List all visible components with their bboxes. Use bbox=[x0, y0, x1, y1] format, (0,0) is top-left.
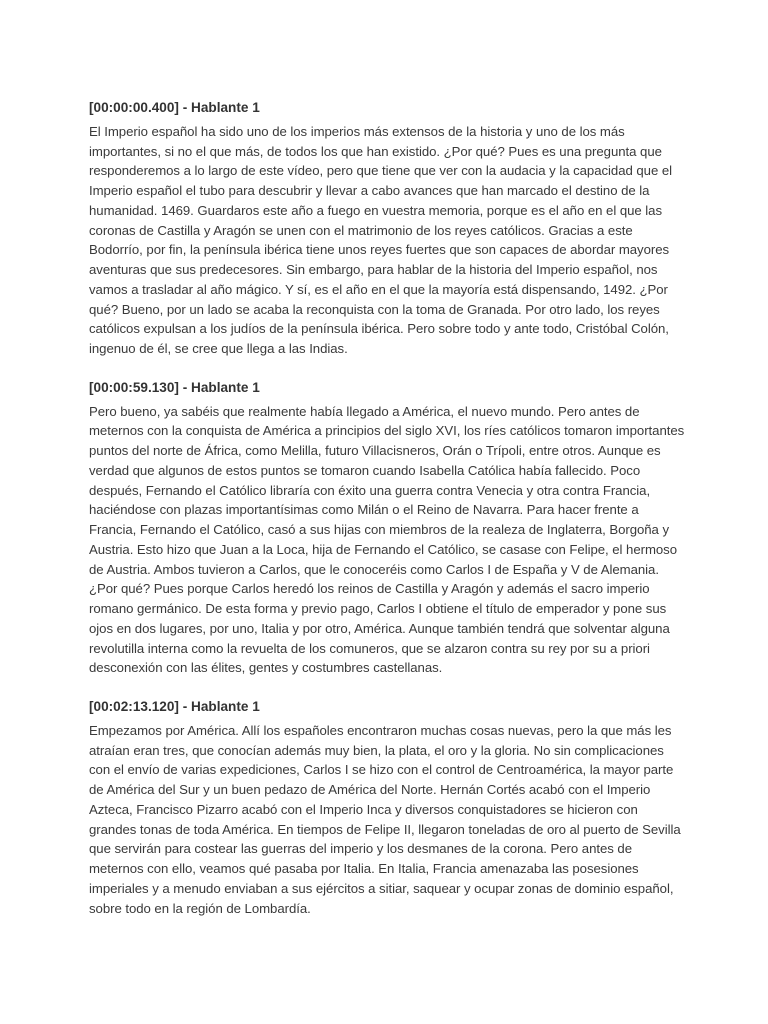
segment-separator: - bbox=[178, 100, 192, 115]
segment-separator: - bbox=[178, 379, 192, 395]
segment-text: Pero bueno, ya sabéis que realmente había llegado a América, el nuevo mundo. Pero antes de meternos con la conquista de América a principios del siglo XVI, los ríes católicos tomaron importantes puntos del norte de África, como Melilla, futuro Villacisneros, Orán o Trípoli, entre otros. Aunque es verdad que algunos de estos puntos se tomaron cuando Isabella Católica había fallecido. Poco después, Fernando el Católico libraría con éxito una guerra contra Venecia y otra contra Francia, haciéndose con plazas importantísimas como Milán o el Reino de Navarra. Para hacer frente a Francia, Fernando el Católico, casó a sus hijas con miembros de la realeza de Inglaterra, Borgoña y Austria. Esto hizo que Juan a la Loca, hija de Fernando el Católico, se casase con Felipe, el hermoso de Austria. Ambos tuvieron a Carlos, que le conoceréis como Carlos I de España y V de Alemania. ¿Por qué? Pues porque Carlos heredó los reinos de Castilla y Aragón y además el sacro imperio romano germánico. De esta forma y previo pago, Carlos I obtiene el título de emperador y pone sus ojos en dos lugares, por uno, Italia y por otro, América. Aunque también tendrá que solventar alguna revolutilla interna como la revuelta de los comuneros, que se alzaron contra su rey por su a priori desconexión con las élites, gentes y costumbres castellanas. bbox=[89, 403, 685, 676]
transcript-page bbox=[89, 98, 686, 937]
segment-text: Empezamos por América. Allí los españoles encontraron muchas cosas nuevas, pero la que más les atraían eran tres, que conocían además muy bien, la plata, el oro y la gloria. No sin complicaciones con el envío de varias expediciones, Carlos I se hizo con el control de Centroamérica, la mayor parte de América del Sur y un buen pedazo de América del Norte. Hernán Cortés acabó con el Imperio Azteca, Francisco Pizarro acabó con el Imperio Inca y diversos conquistadores se hicieron con grandes tonas de toda América. En tiempos de Felipe II, llegaron toneladas de oro al puerto de Sevilla que servirán para costear las guerras del imperio y los desmanes de la corona. Pero antes de meternos con ello, veamos qué pasaba por Italia. En Italia, Francia amenazaba las posesiones imperiales y a menudo enviaban a sus ejércitos a sitiar, saquear y ocupar zonas de dominio español, sobre todo en la región de Lombardía. bbox=[89, 722, 681, 916]
segment-header bbox=[89, 378, 686, 398]
segment-timestamp: [00:00:59.130] bbox=[89, 379, 179, 395]
segment-speaker: Hablante 1 bbox=[191, 379, 260, 395]
segment-speaker: Hablante 1 bbox=[191, 699, 260, 715]
transcript-segment bbox=[89, 378, 686, 678]
segment-timestamp: [00:00:00.400] bbox=[89, 100, 179, 115]
segment-timestamp: [00:02:13.120] bbox=[89, 699, 179, 715]
transcript-segment bbox=[89, 98, 686, 359]
segment-separator: - bbox=[178, 699, 192, 715]
transcript-segment bbox=[89, 697, 686, 918]
segment-header bbox=[89, 697, 686, 717]
segment-text: El Imperio español ha sido uno de los imperios más extensos de la historia y uno de los más importantes, si no el que más, de todos los que han existido. ¿Por qué? Pues es una pregunta que responderemos a lo largo de este vídeo, pero que tiene que ver con la audacia y la capacidad que el Imperio español el tubo para descubrir y llevar a cabo avances que han marcado el destino de la humanidad. 1469. Guardaros este año a fuego en vuestra memoria, porque es el año en el que las coronas de Castilla y Aragón se unen con el matrimonio de los reyes católicos. Gracias a este Bodorrío, por fin, la península ibérica tiene unos reyes fuertes que son capaces de abordar mayores aventuras que sus predecesores. Sin embargo, para hablar de la historia del Imperio español, nos vamos a trasladar al año mágico. Y sí, es el año en el que la mayoría está dispensando, 1492. ¿Por qué? Bueno, por un lado se acaba la reconquista con la toma de Granada. Por otro lado, los reyes católicos expulsan a los judíos de la península ibérica. Pero sobre todo y ante todo, Cristóbal Colón, ingenuo de él, se cree que llega a las Indias. bbox=[89, 123, 673, 357]
segment-speaker: Hablante 1 bbox=[191, 100, 260, 115]
segment-header bbox=[89, 98, 686, 118]
